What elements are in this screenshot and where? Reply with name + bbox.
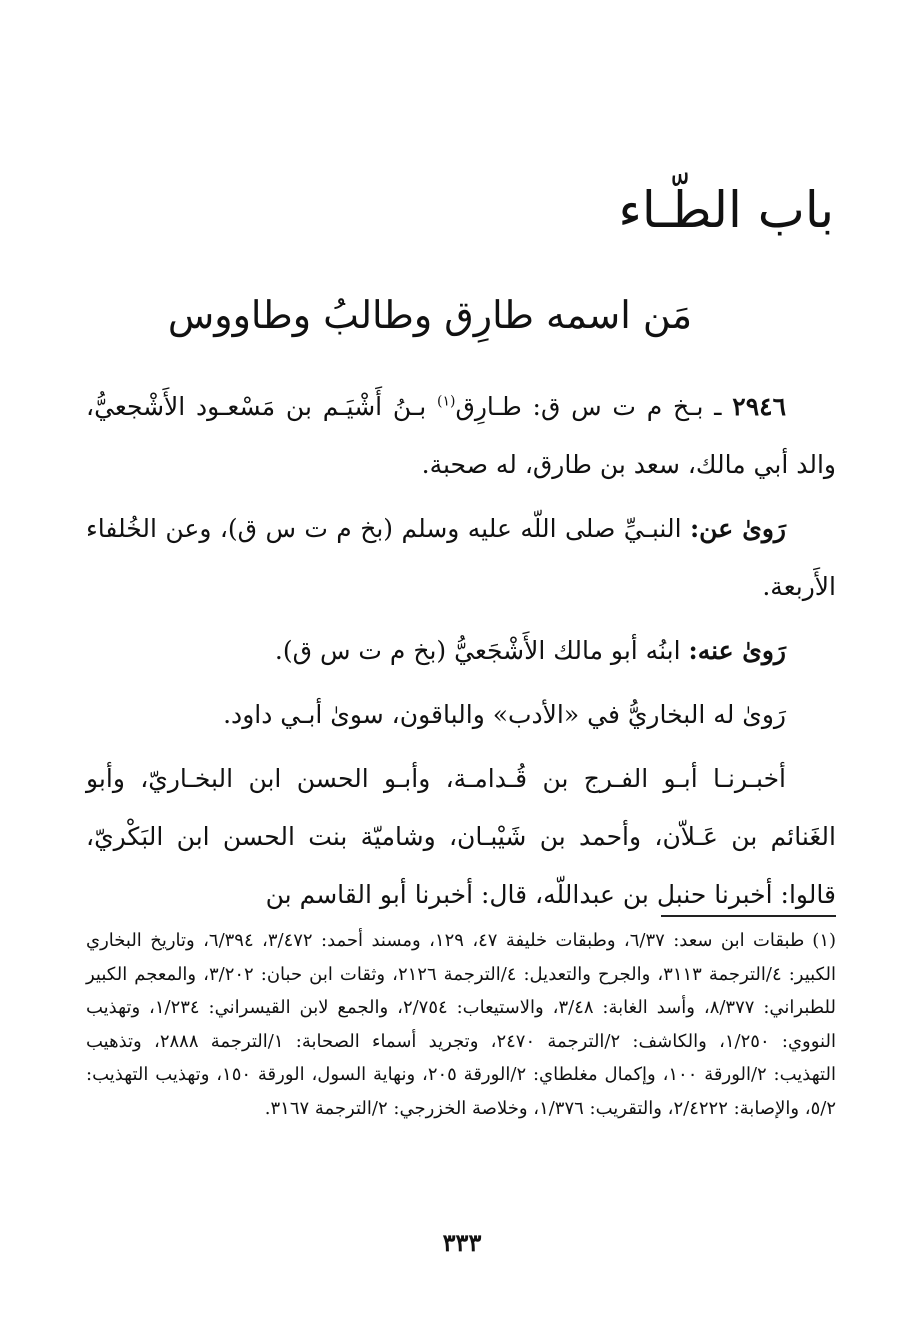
entry-dash: ـ (703, 392, 733, 421)
isnad-paragraph: أخبـرنـا أبـو الفـرج بن قُـدامـة، وأبـو الحسن ابن البخـاريّ، وأبو الغَنائم بن عَـلاّن، وأحمد بن شَيْبـان، وشاميّة بنت الحسن ابن البَكْريّ، قالوا: أخبرنا حنبل بن عبداللّه، قال: أخبرنا أبو القاسم بن (86, 764, 836, 909)
entry-codes: بـخ م ت س ق: (532, 392, 704, 421)
footnotes (86, 924, 836, 1125)
page-number: ٣٣٣ (442, 1228, 482, 1257)
entry-description: بـنُ أَشْيَـم بن مَسْعـود الأَشْجعيُّ، والد أبي مالك، سعد بن طارق، له صحبة. (86, 392, 836, 479)
chapter-title: باب الطّـاء (618, 181, 834, 239)
footnote-text: طبقات ابن سعد: ٦/٣٧، وطبقات خليفة ٤٧، ١٢٩، ومسند أحمد: ٣/٤٧٢، ٦/٣٩٤، وتاريخ البخاري الكبير: ٤/الترجمة ٣١١٣، والجرح والتعديل: ٤/الترجمة ٢١٢٦، وثقات ابن حبان: ٣/٢٠٢، والمعجم الكبير للطبراني: ٨/٣٧٧، وأسد الغابة: ٣/٤٨، والاستيعاب: ٢/٧٥٤، والجمع لابن القيسراني: ١/٢٣٤، وتهذيب النووي: ١/٢٥٠، والكاشف: ٢/الترجمة ٢٤٧٠، وتجريد أسماء الصحابة: ١/الترجمة ٢٨٨٨، وتذهيب التهذيب: ٢/الورقة ١٠٠، وإكمال مغلطاي: ٢/الورقة ٢٠٥، ونهاية السول، الورقة ١٥٠، وتهذيب التهذيب: ٥/٢، والإصابة: ٢/٤٢٢٢، والتقريب: ١/٣٧٦، وخلاصة الخزرجي: ٢/الترجمة ٣١٦٧. (86, 930, 837, 1119)
section-title: مَن اسمه طارِق وطالبُ وطاووس (167, 293, 693, 337)
page-body (86, 378, 836, 930)
transmitted-by-paragraph: رَوىٰ له البخاريُّ في «الأدب» والباقون، سوىٰ أبـي داود. (223, 700, 786, 729)
footnote-item (86, 924, 836, 1125)
entry-paragraph (86, 378, 836, 494)
footnote-divider (661, 915, 836, 917)
footnote-ref[interactable]: (١) (436, 393, 456, 410)
narrated-by-label: رَوىٰ عنه: (688, 636, 786, 665)
narrated-by-paragraph (86, 622, 836, 680)
narrated-from-label: رَوىٰ عن: (689, 514, 786, 543)
footnote-number: (١) (812, 930, 837, 951)
narrated-from-text: النبـيِّ صلى اللّه عليه وسلم (بخ م ت س ق)، وعن الخُلفاء الأَربعة. (86, 514, 836, 601)
narrated-by-text: ابنُه أبو مالك الأَشْجَعيُّ (بخ م ت س ق). (274, 636, 681, 665)
entry-number: ٢٩٤٦ (732, 392, 786, 421)
narrated-from-paragraph (86, 500, 836, 616)
entry-name: طـارِق (455, 392, 522, 421)
